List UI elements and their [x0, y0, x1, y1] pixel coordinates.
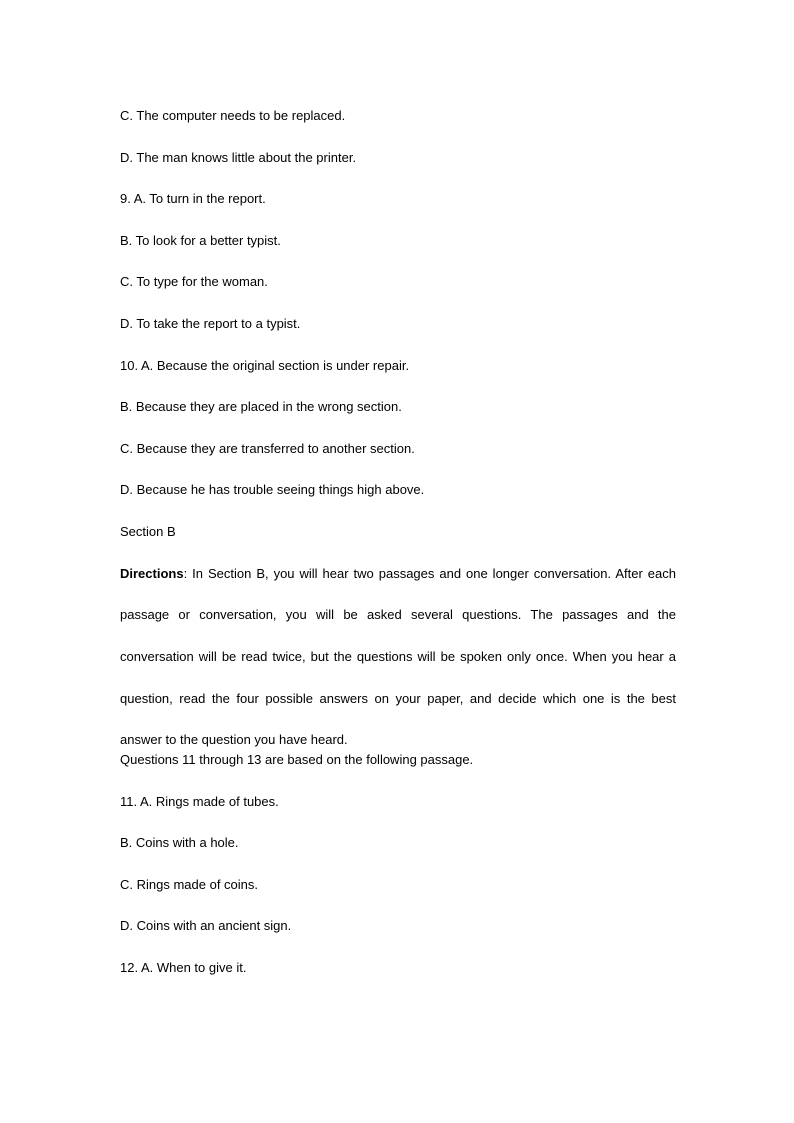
- section-heading: Section B: [120, 523, 176, 539]
- option-line: D. Coins with an ancient sign.: [120, 918, 292, 934]
- option-line: C. Because they are transferred to another section.: [120, 440, 415, 456]
- option-line: B. Coins with a hole.: [120, 835, 239, 851]
- option-line: D. To take the report to a typist.: [120, 315, 301, 331]
- document-content: [120, 106, 676, 999]
- directions-paragraph: [120, 553, 676, 761]
- directions-text: : In Section B, you will hear two passages and one longer conversation. After each passage or conversation, you will be asked several questions. The passages and the conversation will be read twice, but the questions will be spoken only once. When you hear a question, read the four possible answers on your paper, and decide which one is the best answer to the question you have heard.: [120, 565, 676, 748]
- option-line: C. Rings made of coins.: [120, 876, 259, 892]
- question-line: 9. A. To turn in the report.: [120, 191, 266, 207]
- question-line: 10. A. Because the original section is under repair.: [120, 357, 410, 373]
- directions-label: Directions: [120, 565, 184, 581]
- question-line: 11. A. Rings made of tubes.: [120, 793, 279, 809]
- option-line: C. The computer needs to be replaced.: [120, 108, 346, 123]
- option-line: D. Because he has trouble seeing things high above.: [120, 482, 425, 498]
- option-line: C. To type for the woman.: [120, 274, 268, 290]
- question-line: 12. A. When to give it.: [120, 959, 247, 975]
- option-line: D. The man knows little about the printer.: [120, 149, 357, 165]
- option-line: B. To look for a better typist.: [120, 232, 281, 248]
- option-line: B. Because they are placed in the wrong section.: [120, 399, 402, 415]
- passage-intro-line: Questions 11 through 13 are based on the following passage.: [120, 751, 474, 767]
